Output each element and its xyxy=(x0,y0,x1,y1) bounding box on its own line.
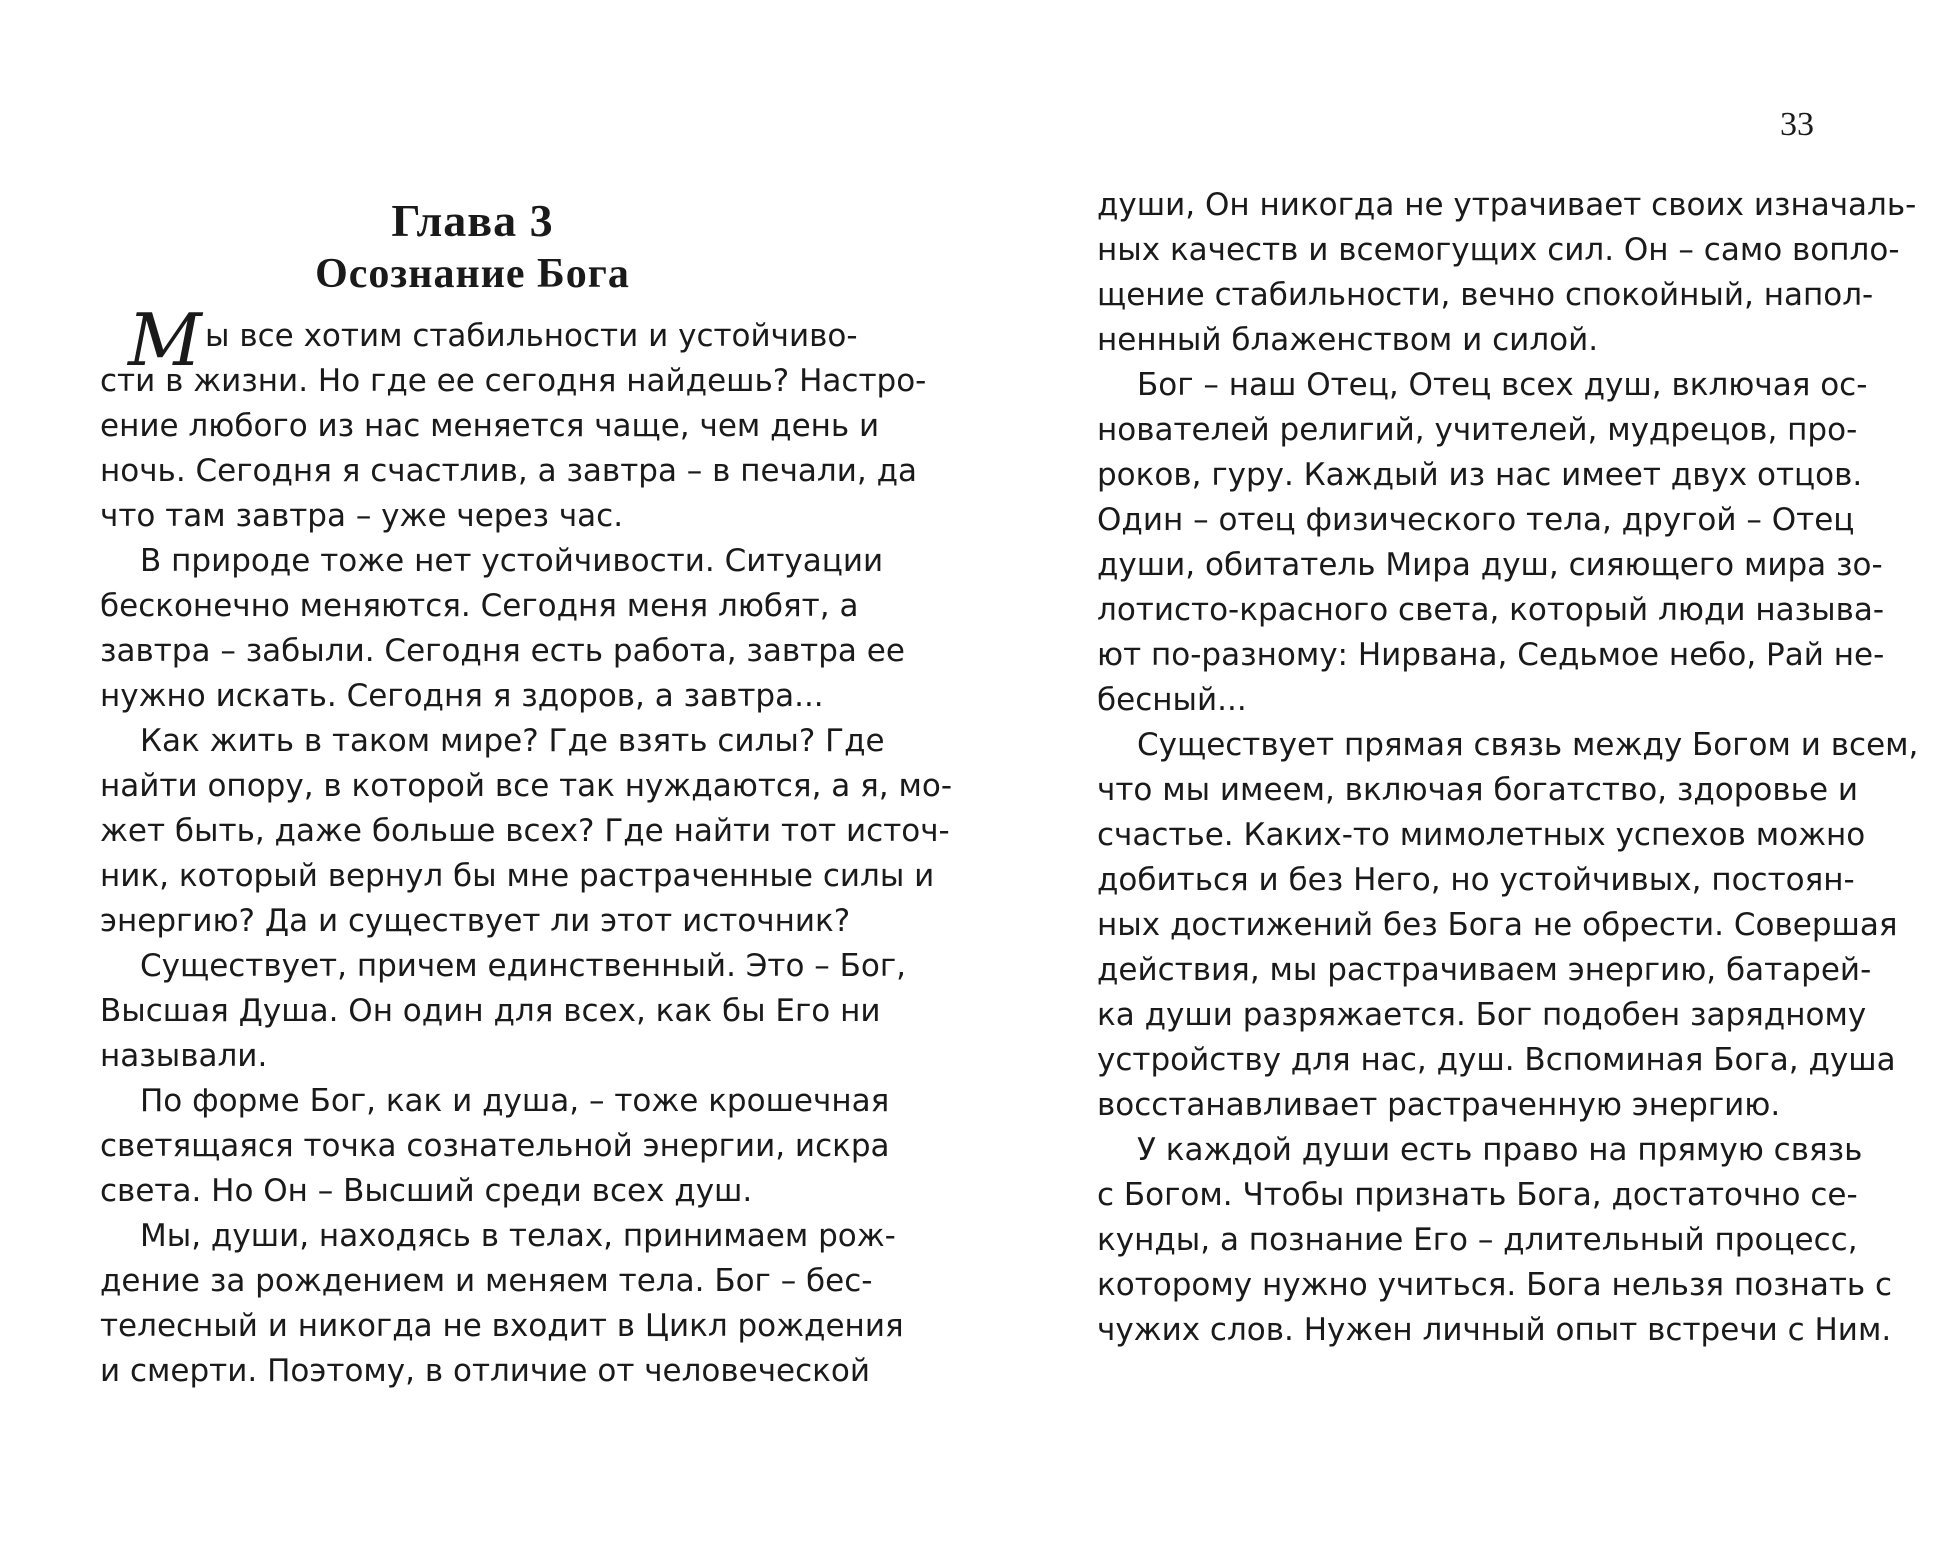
text-line: По форме Бог, как и душа, – тоже крошечная xyxy=(140,1083,890,1119)
text-line: ночь. Сегодня я счастлив, а завтра – в печали, да xyxy=(100,453,918,489)
text-line: бесконечно меняются. Сегодня меня любят, а xyxy=(100,588,859,624)
chapter-number: Глава 3 xyxy=(391,195,554,246)
text-line: светящаяся точка сознательной энергии, искра xyxy=(100,1128,890,1164)
text-line: жет быть, даже больше всех? Где найти тот источ- xyxy=(100,813,950,849)
text-line: что мы имеем, включая богатство, здоровье и xyxy=(1097,772,1859,808)
text-line: Как жить в таком мире? Где взять силы? Где xyxy=(140,723,885,759)
text-line: и смерти. Поэтому, в отличие от человеческой xyxy=(100,1353,871,1389)
text-line: бесный... xyxy=(1097,682,1247,718)
chapter-title: Осознание Бога xyxy=(315,251,630,297)
text-line: Мы, души, находясь в телах, принимаем рож- xyxy=(140,1218,896,1254)
text-line: найти опору, в которой все так нуждаются, а я, мо- xyxy=(100,768,953,804)
text-line: щение стабильности, вечно спокойный, напол- xyxy=(1097,277,1874,313)
text-line: действия, мы растрачиваем энергию, батарей- xyxy=(1097,952,1872,988)
text-line: чужих слов. Нужен личный опыт встречи с Ним. xyxy=(1097,1312,1892,1348)
text-line: роков, гуру. Каждый из нас имеет двух отцов. xyxy=(1097,457,1863,493)
text-line: восстанавливает растраченную энергию. xyxy=(1097,1087,1781,1123)
page-number: 33 xyxy=(1780,106,1814,143)
text-line: что там завтра – уже через час. xyxy=(100,498,624,534)
text-line: Существует прямая связь между Богом и всем, xyxy=(1137,727,1919,763)
text-line: В природе тоже нет устойчивости. Ситуации xyxy=(140,543,884,579)
text-line: сти в жизни. Но где ее сегодня найдешь? Настро- xyxy=(100,363,927,399)
text-line: нователей религий, учителей, мудрецов, про- xyxy=(1097,412,1858,448)
text-line: счастье. Каких-то мимолетных успехов можно xyxy=(1097,817,1866,853)
text-line: ы все хотим стабильности и устойчиво- xyxy=(205,318,858,354)
text-line: энергию? Да и существует ли этот источник? xyxy=(100,903,851,939)
text-line: телесный и никогда не входит в Цикл рождения xyxy=(100,1308,904,1344)
text-line: которому нужно учиться. Бога нельзя познать с xyxy=(1097,1267,1893,1303)
text-line: завтра – забыли. Сегодня есть работа, завтра ее xyxy=(100,633,905,669)
text-line: Бог – наш Отец, Отец всех душ, включая ос- xyxy=(1137,367,1868,403)
text-line: устройству для нас, душ. Вспоминая Бога, душа xyxy=(1097,1042,1896,1078)
text-line: ных достижений без Бога не обрести. Совершая xyxy=(1097,907,1898,943)
text-line: ник, который вернул бы мне растраченные силы и xyxy=(100,858,935,894)
text-line: лотисто-красного света, который люди называ- xyxy=(1097,592,1885,628)
text-line: ение любого из нас меняется чаще, чем день и xyxy=(100,408,880,444)
text-line: ют по-разному: Нирвана, Седьмое небо, Рай не- xyxy=(1097,637,1885,673)
text-line: ка души разряжается. Бог подобен зарядному xyxy=(1097,997,1867,1033)
text-line: Существует, причем единственный. Это – Бог, xyxy=(140,948,907,984)
text-line: добиться и без Него, но устойчивых, постоян- xyxy=(1097,862,1855,898)
drop-cap: М xyxy=(128,298,202,382)
text-line: души, обитатель Мира душ, сияющего мира зо- xyxy=(1097,547,1883,583)
text-line: Один – отец физического тела, другой – Отец xyxy=(1097,502,1855,538)
text-line: нужно искать. Сегодня я здоров, а завтра... xyxy=(100,678,824,714)
text-line: кунды, а познание Его – длительный процесс, xyxy=(1097,1222,1858,1258)
text-line: называли. xyxy=(100,1038,268,1074)
text-line: ненный блаженством и силой. xyxy=(1097,322,1599,358)
text-line: Высшая Душа. Он один для всех, как бы Его ни xyxy=(100,993,881,1029)
text-line: света. Но Он – Высший среди всех душ. xyxy=(100,1173,753,1209)
text-line: У каждой души есть право на прямую связь xyxy=(1137,1132,1863,1168)
text-line: дение за рождением и меняем тела. Бог – бес- xyxy=(100,1263,873,1299)
text-line: ных качеств и всемогущих сил. Он – само вопло- xyxy=(1097,232,1900,268)
text-line: души, Он никогда не утрачивает своих изначаль- xyxy=(1097,187,1917,223)
text-line: с Богом. Чтобы признать Бога, достаточно се- xyxy=(1097,1177,1858,1213)
